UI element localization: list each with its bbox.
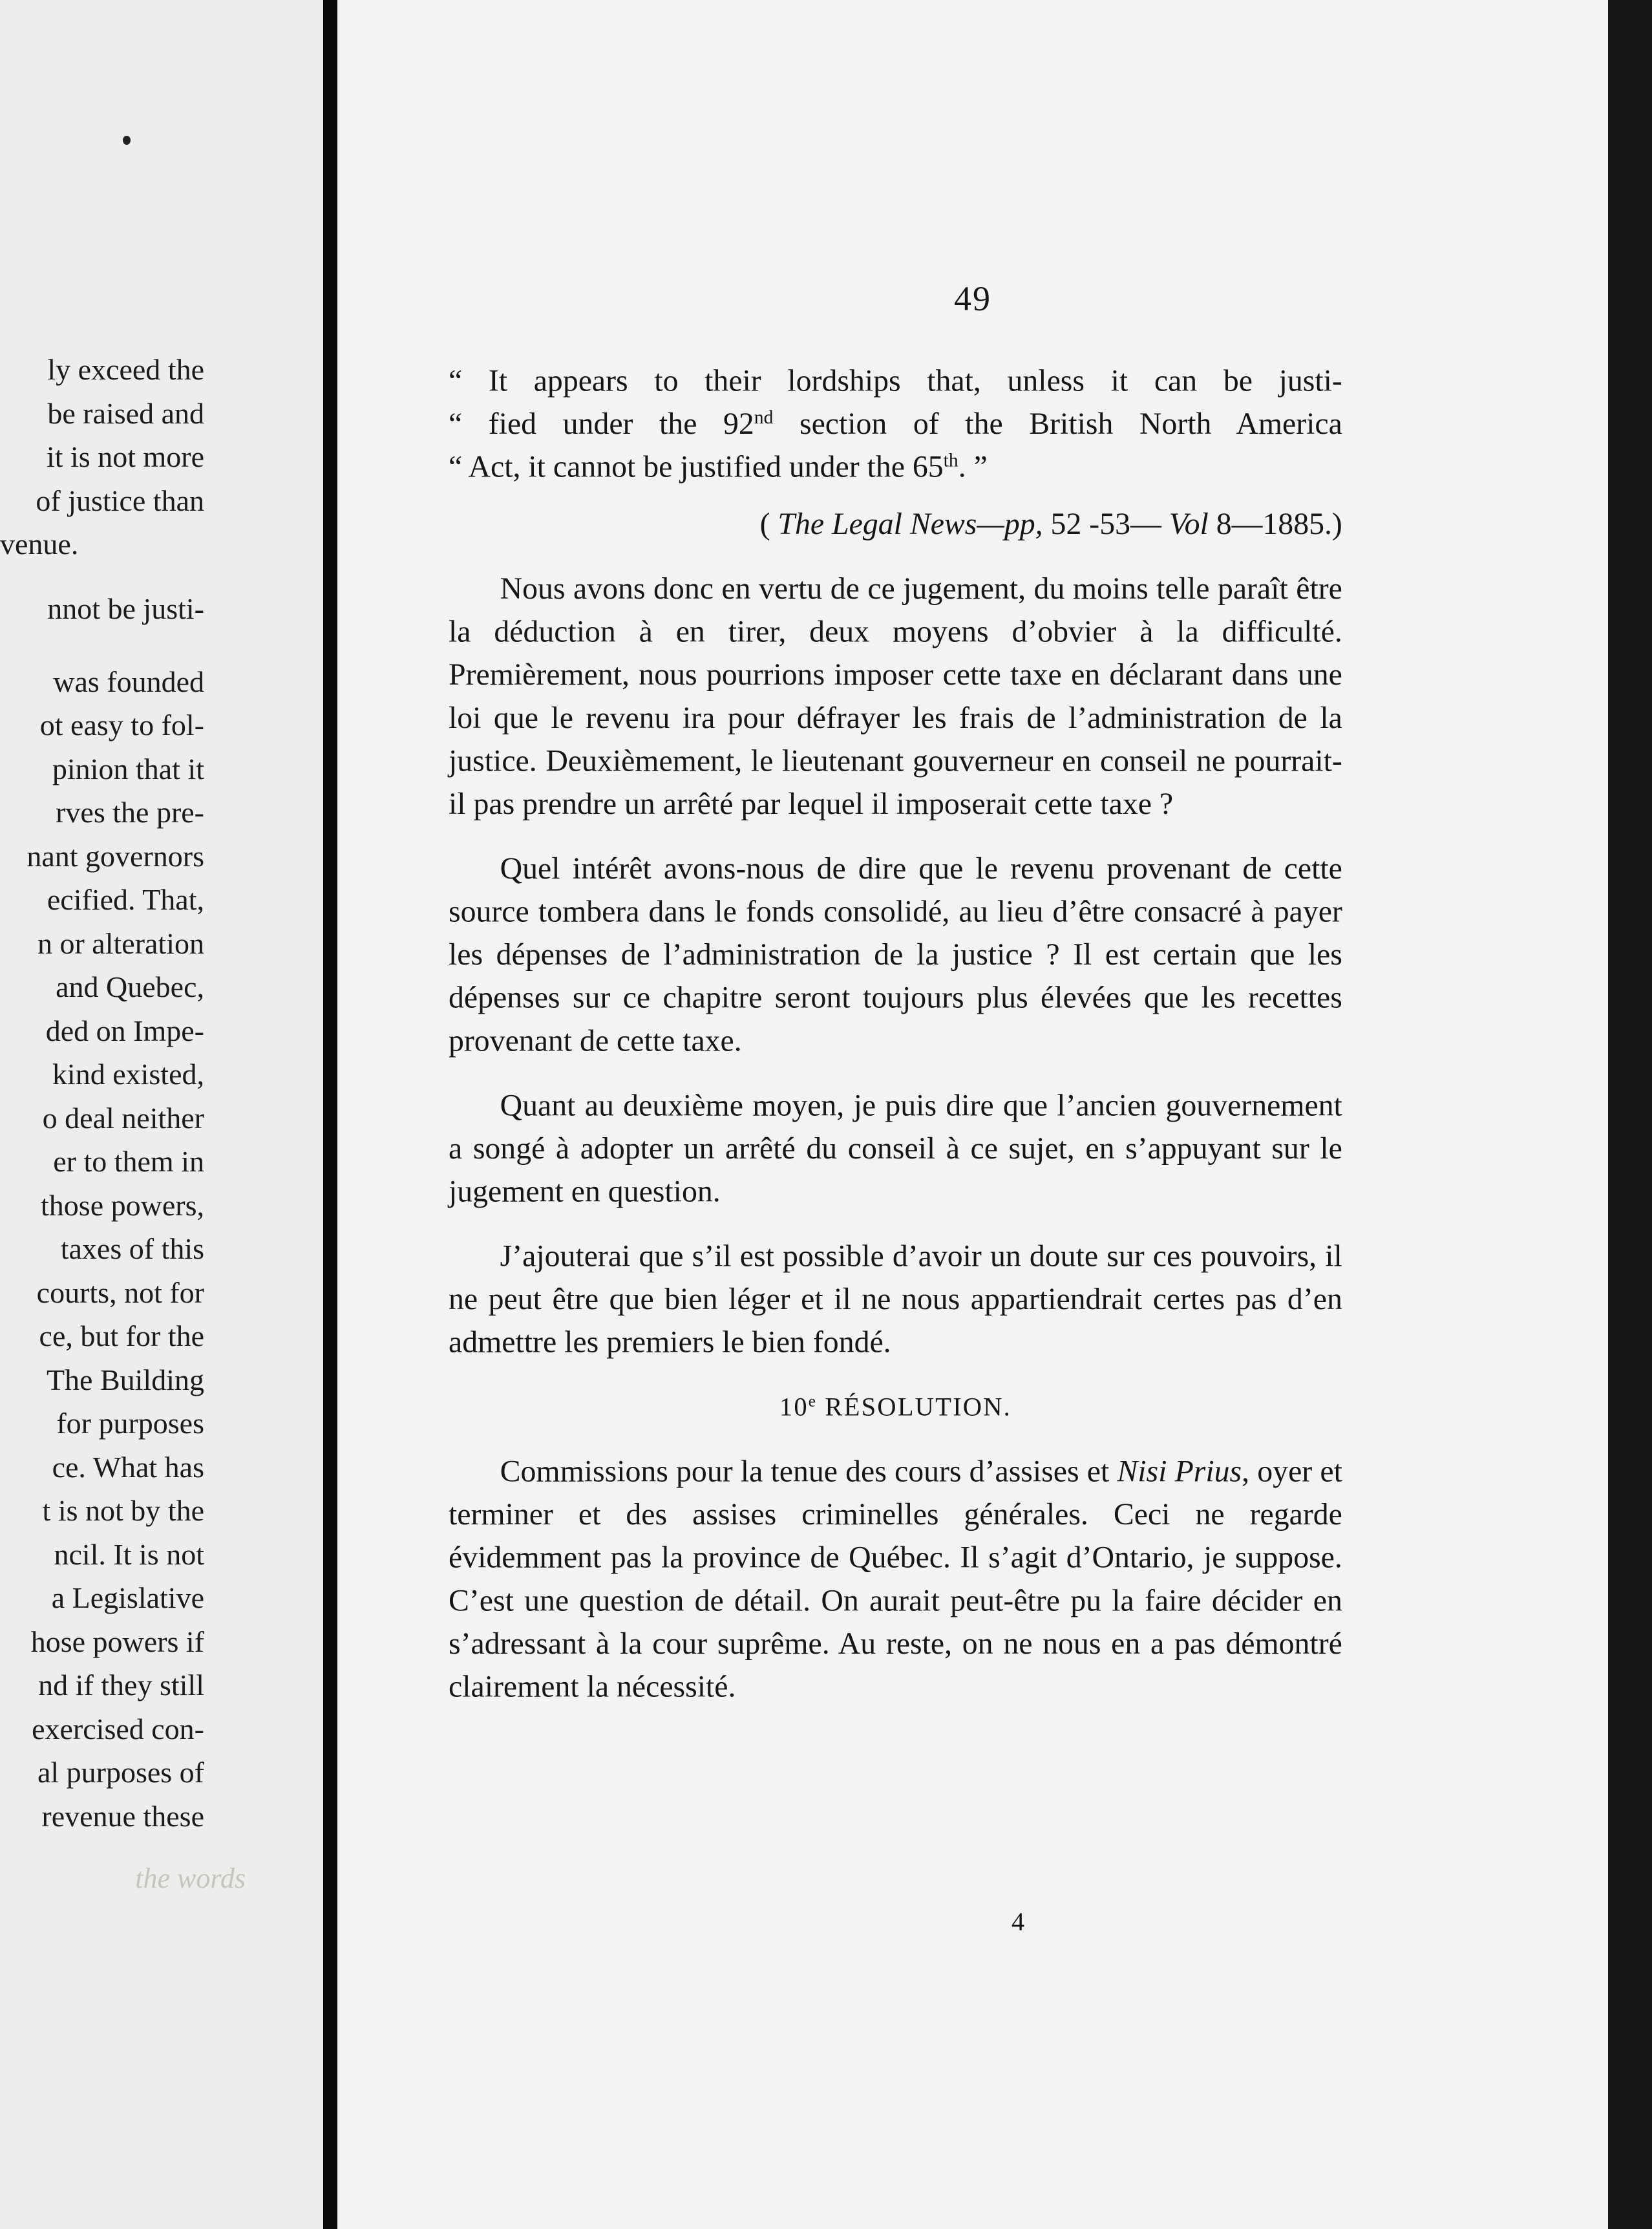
left-page-line: er to them in (53, 1145, 204, 1178)
paragraph-5-start: Commissions pour la tenue des cours d’assises et (500, 1454, 1117, 1489)
left-page-line: ecified. That, (47, 883, 204, 916)
ordinal-suffix: th (943, 449, 958, 471)
left-page-line: ded on Impe- (45, 1014, 204, 1047)
paragraph-5 (449, 1450, 1342, 1709)
section-heading (449, 1385, 1342, 1429)
citation-pages: 52 -53— (1043, 507, 1169, 541)
page-number: 49 (954, 279, 991, 318)
citation-source: The Legal News—pp, (778, 507, 1043, 541)
left-page-line: be raised and (47, 397, 204, 430)
paragraph-1: Nous avons donc en vertu de ce jugement, du moins telle paraît être la déduction à en tirer, deux moyens d’obvier à la difficulté. Premièrement, nous pourrions imposer cette taxe en déclarant dans une loi que le revenu ira pour défrayer les frais de l’administration de la justice. Deuxièmement, le lieutenant gouverneur en conseil ne pourrait-il pas prendre un arrêté par lequel il imposerait cette taxe ? (449, 571, 1342, 821)
left-page-line: exercised con- (32, 1712, 204, 1745)
paragraph-4: J’ajouterai que s’il est possible d’avoir un doute sur ces pouvoirs, il ne peut être que bien léger et il ne nous appartiendrait certes pas d’en admettre les premiers le bien fondé. (449, 1239, 1342, 1360)
left-page-line: was founded (53, 665, 204, 698)
left-page-line: courts, not for (36, 1276, 204, 1309)
left-page-line: and Quebec, (56, 970, 204, 1003)
left-page-line: of justice than (36, 484, 204, 517)
left-page-line: al purposes of (37, 1756, 204, 1789)
quote-line-2 (449, 403, 1342, 446)
signature-mark: 4 (1011, 1907, 1024, 1936)
left-page-line: a Legislative (51, 1581, 204, 1614)
citation-tail: 8—1885.) (1208, 507, 1342, 541)
main-page (337, 0, 1608, 2229)
heading-title: RÉSOLUTION. (817, 1392, 1011, 1422)
ink-dot (123, 136, 131, 145)
left-page-line: ot easy to fol- (39, 709, 204, 741)
left-page-line: ncil. It is not (54, 1538, 204, 1571)
left-facing-page (0, 0, 323, 2229)
left-page-line: nant governors (26, 840, 204, 873)
left-page-line: those powers, (41, 1189, 204, 1222)
left-page-line: taxes of this (60, 1232, 204, 1265)
ordinal-suffix: nd (754, 406, 774, 428)
paragraph-5-italic: Nisi Prius (1117, 1454, 1242, 1489)
left-page-line: n or alteration (37, 927, 204, 960)
page-body (449, 359, 1342, 1709)
left-page-line: kind existed, (52, 1058, 204, 1091)
quote-line-3-start: “ Act, it cannot be justified under the 65 (449, 449, 944, 484)
left-page-line: for purposes (56, 1407, 204, 1440)
left-page-line: ce, but for the (39, 1319, 204, 1352)
paragraph-5-end: , oyer et terminer et des assises criminelles générales. Ceci ne regarde évidemment pas la province de Québec. Il s’agit d’Ontario, je suppose. C’est une question de détail. On aurait peut-être pu la faire décider en s’adressant à la cour suprême. Au reste, on ne nous en a pas démontré clairement la nécessité. (449, 1454, 1342, 1704)
quote-line-3-end: . ” (958, 449, 988, 484)
left-page-line: nd if they still (38, 1669, 204, 1701)
left-page-line: hose powers if (30, 1625, 204, 1658)
citation (449, 503, 1342, 546)
left-page-line: venue. (0, 528, 79, 560)
citation-vol: Vol (1169, 507, 1209, 541)
scan-edge (1608, 0, 1652, 2229)
heading-ordinal: e (808, 1392, 818, 1411)
left-page-line: The Building (46, 1363, 204, 1396)
left-page-line: ce. What has (52, 1451, 204, 1484)
left-page-line: t is not by the (42, 1494, 204, 1527)
paragraph-2: Quel intérêt avons-nous de dire que le revenu provenant de cette source tombera dans le fonds consolidé, au lieu d’être consacré à payer les dépenses de l’administration de la justice ? Il est certain que les dépenses sur ce chapitre seront toujours plus élevées que les recettes provenant de cette taxe. (449, 851, 1342, 1058)
quote-line-1: “ It appears to their lordships that, unless it can be justi- (449, 363, 1342, 398)
quote-line-2-start: “ fied under the 92 (449, 407, 754, 441)
left-page-line: pinion that it (52, 752, 204, 785)
left-page-line: rves the pre- (56, 796, 204, 829)
left-page-line: ly exceed the (47, 353, 204, 386)
left-page-line: o deal neither (42, 1102, 204, 1135)
paragraph-3: Quant au deuxième moyen, je puis dire que l’ancien gouvernement a songé à adopter un arrêté du conseil à ce sujet, en s’appuyant sur le jugement en question. (449, 1088, 1342, 1209)
citation-open: ( (759, 507, 778, 541)
quote-line-2-end: section of the British North America (773, 407, 1342, 441)
left-page-line: it is not more (46, 440, 204, 473)
quote-line-3 (449, 445, 1342, 489)
left-page-faint-text: the words (135, 1862, 246, 1894)
heading-number: 10 (779, 1392, 809, 1422)
book-gutter (323, 0, 337, 2229)
left-page-line: nnot be justi- (47, 592, 204, 625)
left-page-line: revenue these (41, 1800, 204, 1833)
